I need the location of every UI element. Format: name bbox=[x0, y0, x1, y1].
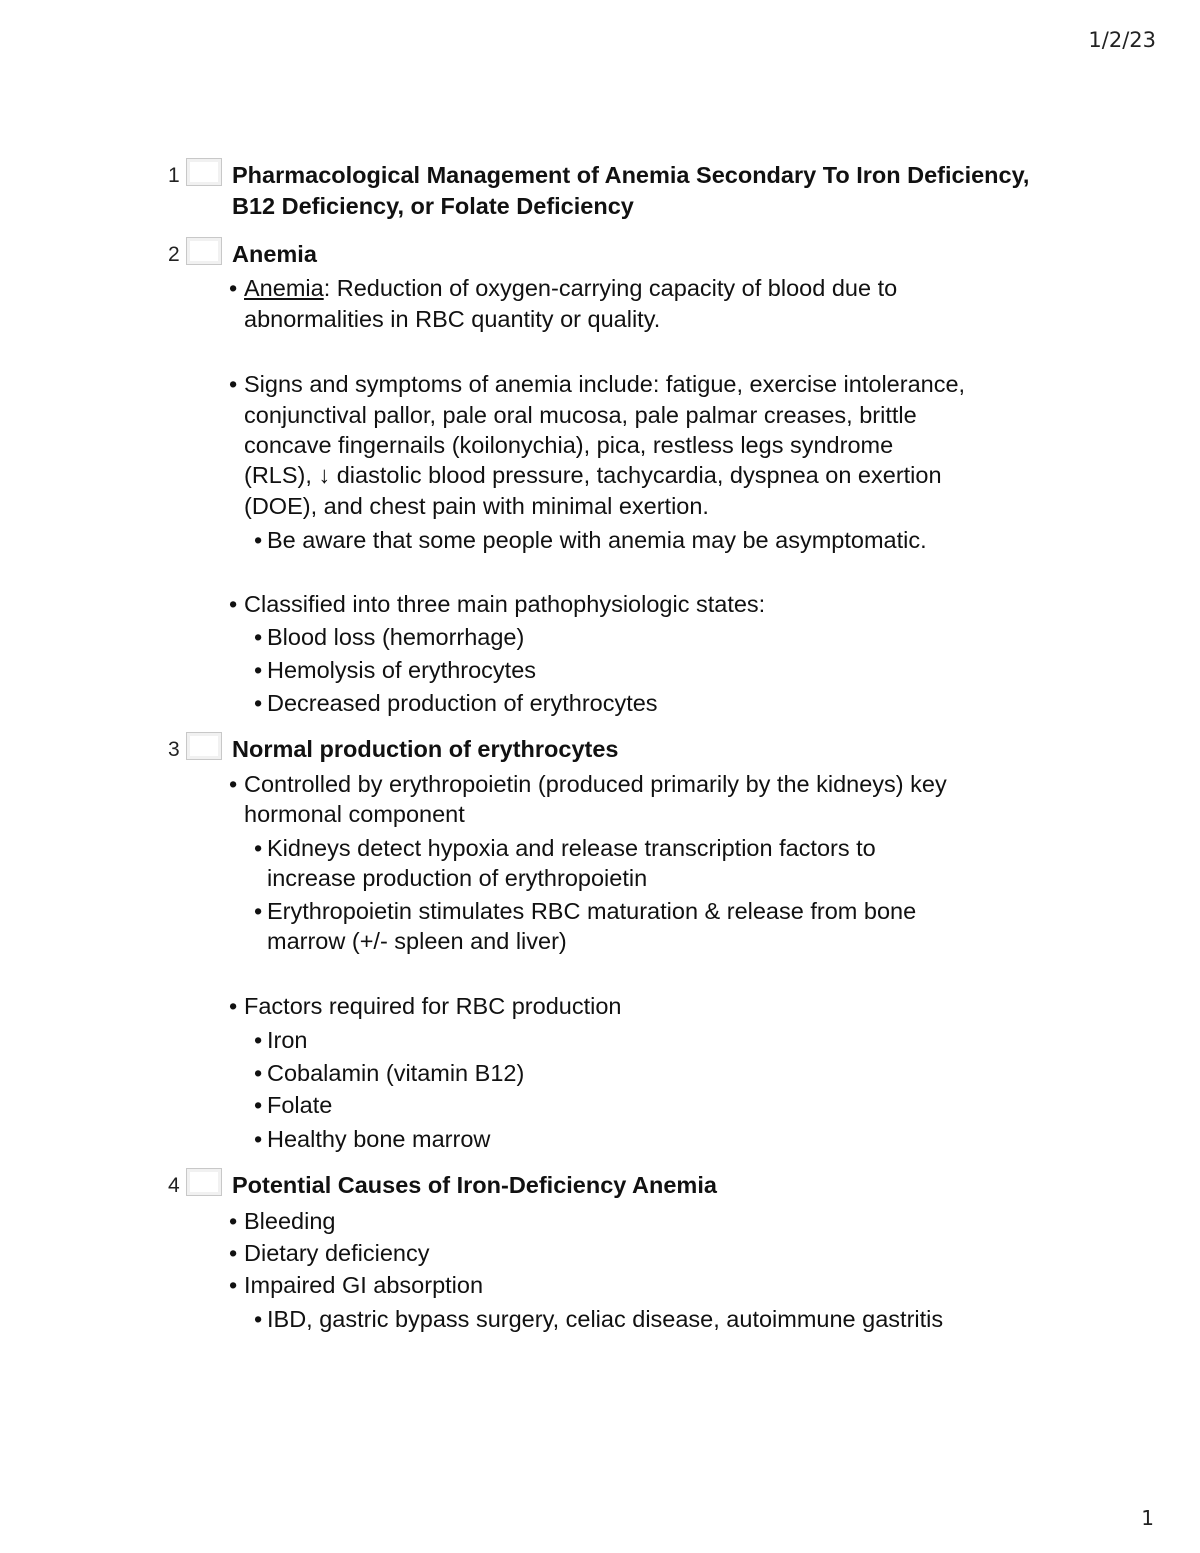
stimulates-line: marrow (+/- spleen and liver) bbox=[267, 928, 567, 954]
bullet-icon: • bbox=[254, 527, 263, 553]
bullet-icon: • bbox=[254, 657, 263, 683]
sub-bullet-factor bbox=[254, 1058, 524, 1088]
bullet-controlled bbox=[229, 769, 947, 799]
cause-item: Impaired GI absorption bbox=[244, 1272, 484, 1298]
bullet-icon: • bbox=[254, 1092, 263, 1118]
bullet-signs-symptoms bbox=[229, 369, 965, 399]
classified-item: Hemolysis of erythrocytes bbox=[267, 657, 537, 683]
sub-bullet-kidneys bbox=[254, 833, 876, 863]
definition-continuation: abnormalities in RBC quantity or quality. bbox=[244, 306, 661, 332]
signs-line: concave fingernails (koilonychia), pica, restless legs syndrome bbox=[244, 432, 894, 458]
slide-title: Pharmacological Management of Anemia Secondary To Iron Deficiency, B12 Deficiency, or Folate Deficiency bbox=[232, 162, 1030, 219]
bullet-anemia-definition bbox=[229, 273, 897, 303]
signs-line: (RLS), ↓ diastolic blood pressure, tachycardia, dyspnea on exertion bbox=[244, 462, 942, 488]
factors-heading: Factors required for RBC production bbox=[244, 993, 622, 1019]
sub-bullet-absorption-detail bbox=[254, 1304, 943, 1334]
slide-thumbnail[interactable] bbox=[186, 158, 222, 186]
definition-text: : Reduction of oxygen-carrying capacity of blood due to bbox=[323, 275, 898, 301]
signs-line: (DOE), and chest pain with minimal exertion. bbox=[244, 493, 709, 519]
signs-note: Be aware that some people with anemia may be asymptomatic. bbox=[267, 527, 927, 553]
kidneys-line: Kidneys detect hypoxia and release transcription factors to bbox=[267, 835, 876, 861]
cause-item: Dietary deficiency bbox=[244, 1240, 430, 1266]
slide-number: 2 bbox=[168, 243, 180, 266]
slide-title: Anemia bbox=[232, 241, 317, 267]
factor-item: Healthy bone marrow bbox=[267, 1126, 491, 1152]
bullet-cause bbox=[229, 1238, 429, 1268]
factor-item: Iron bbox=[267, 1027, 308, 1053]
slide-number: 3 bbox=[168, 738, 180, 761]
page-number: 1 bbox=[1141, 1506, 1154, 1530]
bullet-icon: • bbox=[254, 1027, 263, 1053]
bullet-cause bbox=[229, 1206, 335, 1236]
sub-bullet-asymptomatic bbox=[254, 525, 927, 555]
bullet-icon: • bbox=[229, 771, 238, 797]
sub-bullet-factor bbox=[254, 1090, 332, 1120]
sub-bullet-stimulates bbox=[254, 896, 916, 926]
slide-number: 4 bbox=[168, 1174, 180, 1197]
bullet-icon: • bbox=[254, 690, 263, 716]
bullet-icon: • bbox=[229, 275, 238, 301]
slide-title: Normal production of erythrocytes bbox=[232, 736, 619, 762]
bullet-icon: • bbox=[229, 371, 238, 397]
sub-bullet-classified-item bbox=[254, 622, 524, 652]
kidneys-line: increase production of erythropoietin bbox=[267, 865, 648, 891]
classified-item: Decreased production of erythrocytes bbox=[267, 690, 658, 716]
bullet-icon: • bbox=[229, 591, 238, 617]
sub-bullet-classified-item bbox=[254, 688, 658, 718]
sub-bullet-factor bbox=[254, 1025, 308, 1055]
controlled-line: Controlled by erythropoietin (produced primarily by the kidneys) key bbox=[244, 771, 947, 797]
bullet-icon: • bbox=[254, 624, 263, 650]
bullet-icon: • bbox=[229, 1208, 238, 1234]
sub-bullet-classified-item bbox=[254, 655, 536, 685]
signs-line: conjunctival pallor, pale oral mucosa, pale palmar creases, brittle bbox=[244, 402, 917, 428]
sub-bullet-factor bbox=[254, 1124, 490, 1154]
definition-term: Anemia bbox=[244, 275, 324, 301]
signs-line: Signs and symptoms of anemia include: fatigue, exercise intolerance, bbox=[244, 371, 966, 397]
stimulates-line: Erythropoietin stimulates RBC maturation & release from bone bbox=[267, 898, 917, 924]
classified-heading: Classified into three main pathophysiologic states: bbox=[244, 591, 766, 617]
bullet-icon: • bbox=[254, 835, 263, 861]
factor-item: Folate bbox=[267, 1092, 333, 1118]
factor-item: Cobalamin (vitamin B12) bbox=[267, 1060, 525, 1086]
bullet-icon: • bbox=[254, 1126, 263, 1152]
slide-thumbnail[interactable] bbox=[186, 237, 222, 265]
bullet-icon: • bbox=[229, 1240, 238, 1266]
bullet-icon: • bbox=[254, 898, 263, 924]
bullet-cause bbox=[229, 1270, 483, 1300]
bullet-icon: • bbox=[229, 1272, 238, 1298]
page-date: 1/2/23 bbox=[1088, 28, 1156, 52]
slide-thumbnail[interactable] bbox=[186, 1168, 222, 1196]
absorption-detail: IBD, gastric bypass surgery, celiac disease, autoimmune gastritis bbox=[267, 1306, 944, 1332]
bullet-factors bbox=[229, 991, 621, 1021]
bullet-icon: • bbox=[254, 1060, 263, 1086]
bullet-classified bbox=[229, 589, 765, 619]
slide-number: 1 bbox=[168, 164, 180, 187]
cause-item: Bleeding bbox=[244, 1208, 336, 1234]
controlled-line: hormonal component bbox=[244, 801, 465, 827]
bullet-icon: • bbox=[229, 993, 238, 1019]
slide-title: Potential Causes of Iron-Deficiency Anemia bbox=[232, 1172, 717, 1198]
classified-item: Blood loss (hemorrhage) bbox=[267, 624, 525, 650]
slide-thumbnail[interactable] bbox=[186, 732, 222, 760]
bullet-icon: • bbox=[254, 1306, 263, 1332]
